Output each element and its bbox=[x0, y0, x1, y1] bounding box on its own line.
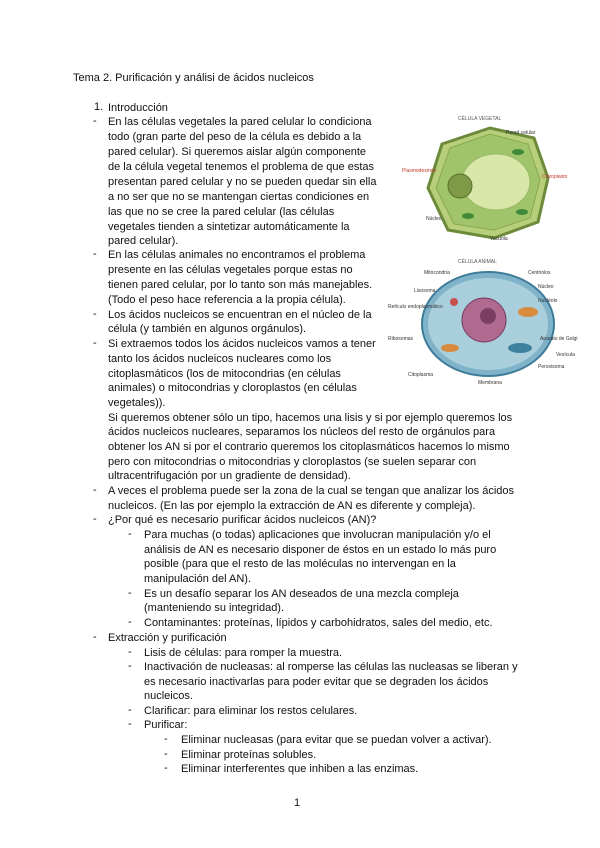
animal-label: Citoplasma bbox=[408, 372, 434, 378]
lysosome-shape bbox=[450, 298, 458, 306]
bullet-dash: - bbox=[93, 115, 97, 127]
animal-label: Centriolos bbox=[528, 270, 551, 276]
golgi-shape bbox=[508, 343, 532, 353]
bullet-line: animales) o mitocondrias y cloroplastos (en células bbox=[108, 382, 357, 394]
vacuole-shape bbox=[462, 154, 530, 210]
sub-bullet-dash: - bbox=[128, 528, 132, 540]
sub-bullet-line: Clarificar: para eliminar los restos celulares. bbox=[144, 705, 358, 717]
bullet-dash: - bbox=[93, 308, 97, 320]
plant-label: Plasmodesmos bbox=[402, 168, 437, 174]
plant-label: Cloroplasto bbox=[542, 174, 568, 180]
animal-label: Retículo endoplasmático bbox=[388, 304, 443, 310]
sub-bullet-line: nucleicos. bbox=[144, 690, 193, 702]
animal-label: Nucléolo bbox=[538, 298, 558, 304]
sub-bullet-line: es necesario inactivarlas para poder evitar que se degraden los ácidos bbox=[144, 676, 489, 688]
bullet-line: Extracción y purificación bbox=[108, 632, 227, 644]
bullet-line: presentan pared celular y no se pueden quedar sin ella bbox=[108, 176, 377, 188]
page-number: 1 bbox=[294, 797, 301, 809]
animal-label: Mitocondria bbox=[424, 270, 450, 276]
bullet-line: En las células animales no encontramos el problema bbox=[108, 249, 366, 261]
sub-bullet-line: Purificar: bbox=[144, 719, 188, 731]
plant-cell-title: CÉLULA VEGETAL bbox=[458, 116, 502, 122]
bullet-line: obtener los AN si por el contrario queremos los citoplasmáticos hacemos lo mismo bbox=[108, 441, 510, 453]
chloroplast-shape bbox=[512, 149, 524, 155]
bullet-dash: - bbox=[93, 337, 97, 349]
bullet-line: tanto los ácidos nucleicos nucleares como los bbox=[108, 353, 332, 365]
section-heading: Introducción bbox=[108, 102, 168, 114]
nucleolus-shape bbox=[480, 308, 496, 324]
sub-sub-bullet-dash: - bbox=[164, 762, 168, 774]
mitochondria-shape bbox=[518, 307, 538, 317]
animal-label: Núcleo bbox=[538, 284, 554, 290]
sub-bullet-line: manipulación del AN). bbox=[144, 573, 252, 585]
plant-label: Pared celular bbox=[506, 130, 536, 136]
section-number: 1. bbox=[94, 101, 104, 113]
sub-bullet-dash: - bbox=[128, 704, 132, 716]
bullet-line: citoplasmáticos (los de mitocondrias (en células bbox=[108, 368, 341, 380]
bullet-dash: - bbox=[93, 631, 97, 643]
sub-bullet-dash: - bbox=[128, 646, 132, 658]
sub-bullet-line: Lisis de células: para romper la muestra. bbox=[144, 647, 343, 659]
animal-cell-title: CÉLULA ANIMAL bbox=[458, 259, 497, 265]
animal-label: Membrana bbox=[478, 380, 502, 386]
sub-bullet-dash: - bbox=[128, 718, 132, 730]
bullet-line: ultracentrifugación por un gradiente de densidad). bbox=[108, 470, 351, 482]
bullet-line: ¿Por qué es necesario purificar ácidos nucleicos (AN)? bbox=[108, 514, 377, 526]
bullet-line: ácidos nucleicos nucleares, separamos los núcleos del resto de orgánulos para bbox=[108, 426, 496, 438]
bullet-line: tienen pared celular, por lo tanto son más manejables. bbox=[108, 279, 373, 291]
bullet-line: célula (y también en algunos orgánulos). bbox=[108, 323, 307, 335]
sub-bullet-line: (manteniendo su integridad). bbox=[144, 602, 285, 614]
sub-bullet-dash: - bbox=[128, 660, 132, 672]
bullet-dash: - bbox=[93, 513, 97, 525]
bullet-line: pero con mitocondrias o mitocondrias y cloroplastos (se suelen separar con bbox=[108, 456, 477, 468]
bullet-line: A veces el problema puede ser la zona de la cual se tengan que analizar los ácidos bbox=[108, 485, 515, 497]
bullet-line: las que no se cree la pared celular (las células bbox=[108, 206, 335, 218]
sub-sub-bullet-dash: - bbox=[164, 748, 168, 760]
chloroplast-shape bbox=[516, 209, 528, 215]
plant-label: Vacuola bbox=[490, 236, 508, 242]
sub-bullet-line: Inactivación de nucleasas: al romperse las células las nucleasas se liberan y bbox=[144, 661, 518, 673]
bullet-line: vegetales tienden a sintetizar automáticamente la bbox=[108, 221, 350, 233]
bullet-line: pared celular). Si queremos aislar algún componente bbox=[108, 146, 367, 158]
sub-sub-bullet-line: Eliminar proteínas solubles. bbox=[181, 749, 317, 761]
bullet-line: pared celular). bbox=[108, 235, 179, 247]
sub-bullet-line: Es un desafío separar los AN deseados de una mezcla compleja bbox=[144, 588, 459, 600]
sub-bullet-line: Contaminantes: proteínas, lípidos y carbohidratos, sales del medio, etc. bbox=[144, 617, 493, 629]
bullet-line: a no ser que no se mantengan ciertas condiciones en bbox=[108, 191, 370, 203]
animal-label: Ribosomas bbox=[388, 336, 414, 342]
bullet-line: nucleicos. (En las por ejemplo la extracción de AN es diferente y compleja). bbox=[108, 500, 476, 512]
bullet-line: Si queremos obtener sólo un tipo, hacemos una lisis y si por ejemplo queremos los bbox=[108, 412, 513, 424]
sub-bullet-line: posible (para que el resto de las moléculas no intervengan en la bbox=[144, 558, 456, 570]
bullet-line: Los ácidos nucleicos se encuentran en el núcleo de la bbox=[108, 309, 372, 321]
bullet-line: En las células vegetales la pared celular lo condiciona bbox=[108, 116, 372, 128]
chloroplast-shape bbox=[462, 213, 474, 219]
bullet-line: vegetales)). bbox=[108, 397, 166, 409]
sub-sub-bullet-line: Eliminar interferentes que inhiben a las enzimas. bbox=[181, 763, 419, 775]
bullet-line: (Todo el peso hace referencia a la propia célula). bbox=[108, 294, 346, 306]
sub-bullet-dash: - bbox=[128, 587, 132, 599]
bullet-dash: - bbox=[93, 248, 97, 260]
plant-label: Núcleo bbox=[426, 216, 442, 222]
bullet-line: presente en las células vegetales porque estas no bbox=[108, 264, 353, 276]
bullet-line: Si extraemos todos los ácidos nucleicos vamos a tener bbox=[108, 338, 376, 350]
sub-sub-bullet-line: Eliminar nucleasas (para evitar que se puedan volver a activar). bbox=[181, 734, 492, 746]
mitochondria-shape bbox=[441, 344, 459, 352]
sub-bullet-dash: - bbox=[128, 616, 132, 628]
animal-label: Vesícula bbox=[556, 352, 575, 358]
animal-label: Lisosoma bbox=[414, 288, 436, 294]
document-title: Tema 2. Purificación y análisi de ácidos nucleicos bbox=[73, 72, 314, 84]
bullet-line: de la célula vegetal tenemos el problema de que estas bbox=[108, 161, 375, 173]
plant-cell-figure bbox=[398, 112, 583, 247]
bullet-dash: - bbox=[93, 484, 97, 496]
animal-label: Aparato de Golgi bbox=[540, 336, 578, 342]
sub-bullet-line: análisis de AN es necesario disponer de éstos en un estado lo más puro bbox=[144, 544, 497, 556]
sub-bullet-line: Para muchas (o todas) aplicaciones que involucran manipulación y/o el bbox=[144, 529, 491, 541]
sub-sub-bullet-dash: - bbox=[164, 733, 168, 745]
nucleus-shape bbox=[448, 174, 472, 198]
bullet-line: todo (gran parte del peso de la célula es debido a la bbox=[108, 131, 362, 143]
animal-cell-figure bbox=[388, 256, 588, 391]
animal-label: Peroxisoma bbox=[538, 364, 565, 370]
